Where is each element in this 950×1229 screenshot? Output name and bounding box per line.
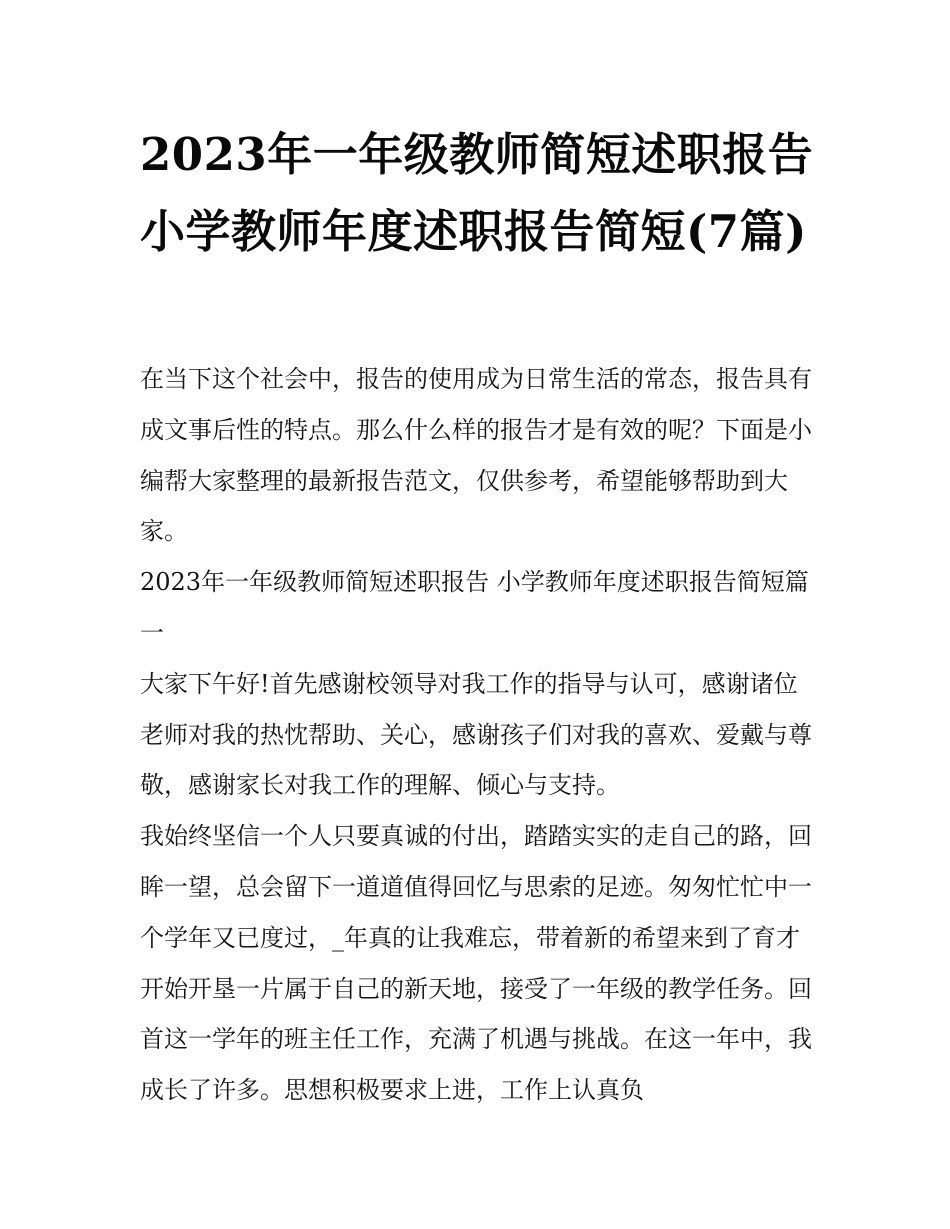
document-body	[140, 354, 820, 1116]
section-heading: 2023年一年级教师简短述职报告 小学教师年度述职报告简短篇一	[140, 568, 809, 647]
paragraph-reflection: 我始终坚信一个人只要真诚的付出，踏踏实实的走自己的路，回眸一望，总会留下一道道值得回忆与思索的足迹。匆匆忙忙中一个学年又已度过，_年真的让我难忘，带着新的希望来到了育才开始开垦一片属于自己的新天地，接受了一年级的教学任务。回首这一学年的班主任工作，充满了机遇与挑战。在这一年中，我成长了许多。思想积极要求上进，工作上认真负	[140, 822, 812, 1105]
paragraph-thanks: 大家下午好!首先感谢校领导对我工作的指导与认可，感谢诸位老师对我的热忱帮助、关心，感谢孩子们对我的喜欢、爱戴与尊敬，感谢家长对我工作的理解、倾心与支持。	[140, 669, 812, 800]
document-title: 2023年一年级教师简短述职报告 小学教师年度述职报告简短(7篇)	[140, 128, 814, 258]
paragraph-intro: 在当下这个社会中，报告的使用成为日常生活的常态，报告具有成文事后性的特点。那么什么样的报告才是有效的呢？下面是小编帮大家整理的最新报告范文，仅供参考，希望能够帮助到大家。	[140, 365, 812, 546]
